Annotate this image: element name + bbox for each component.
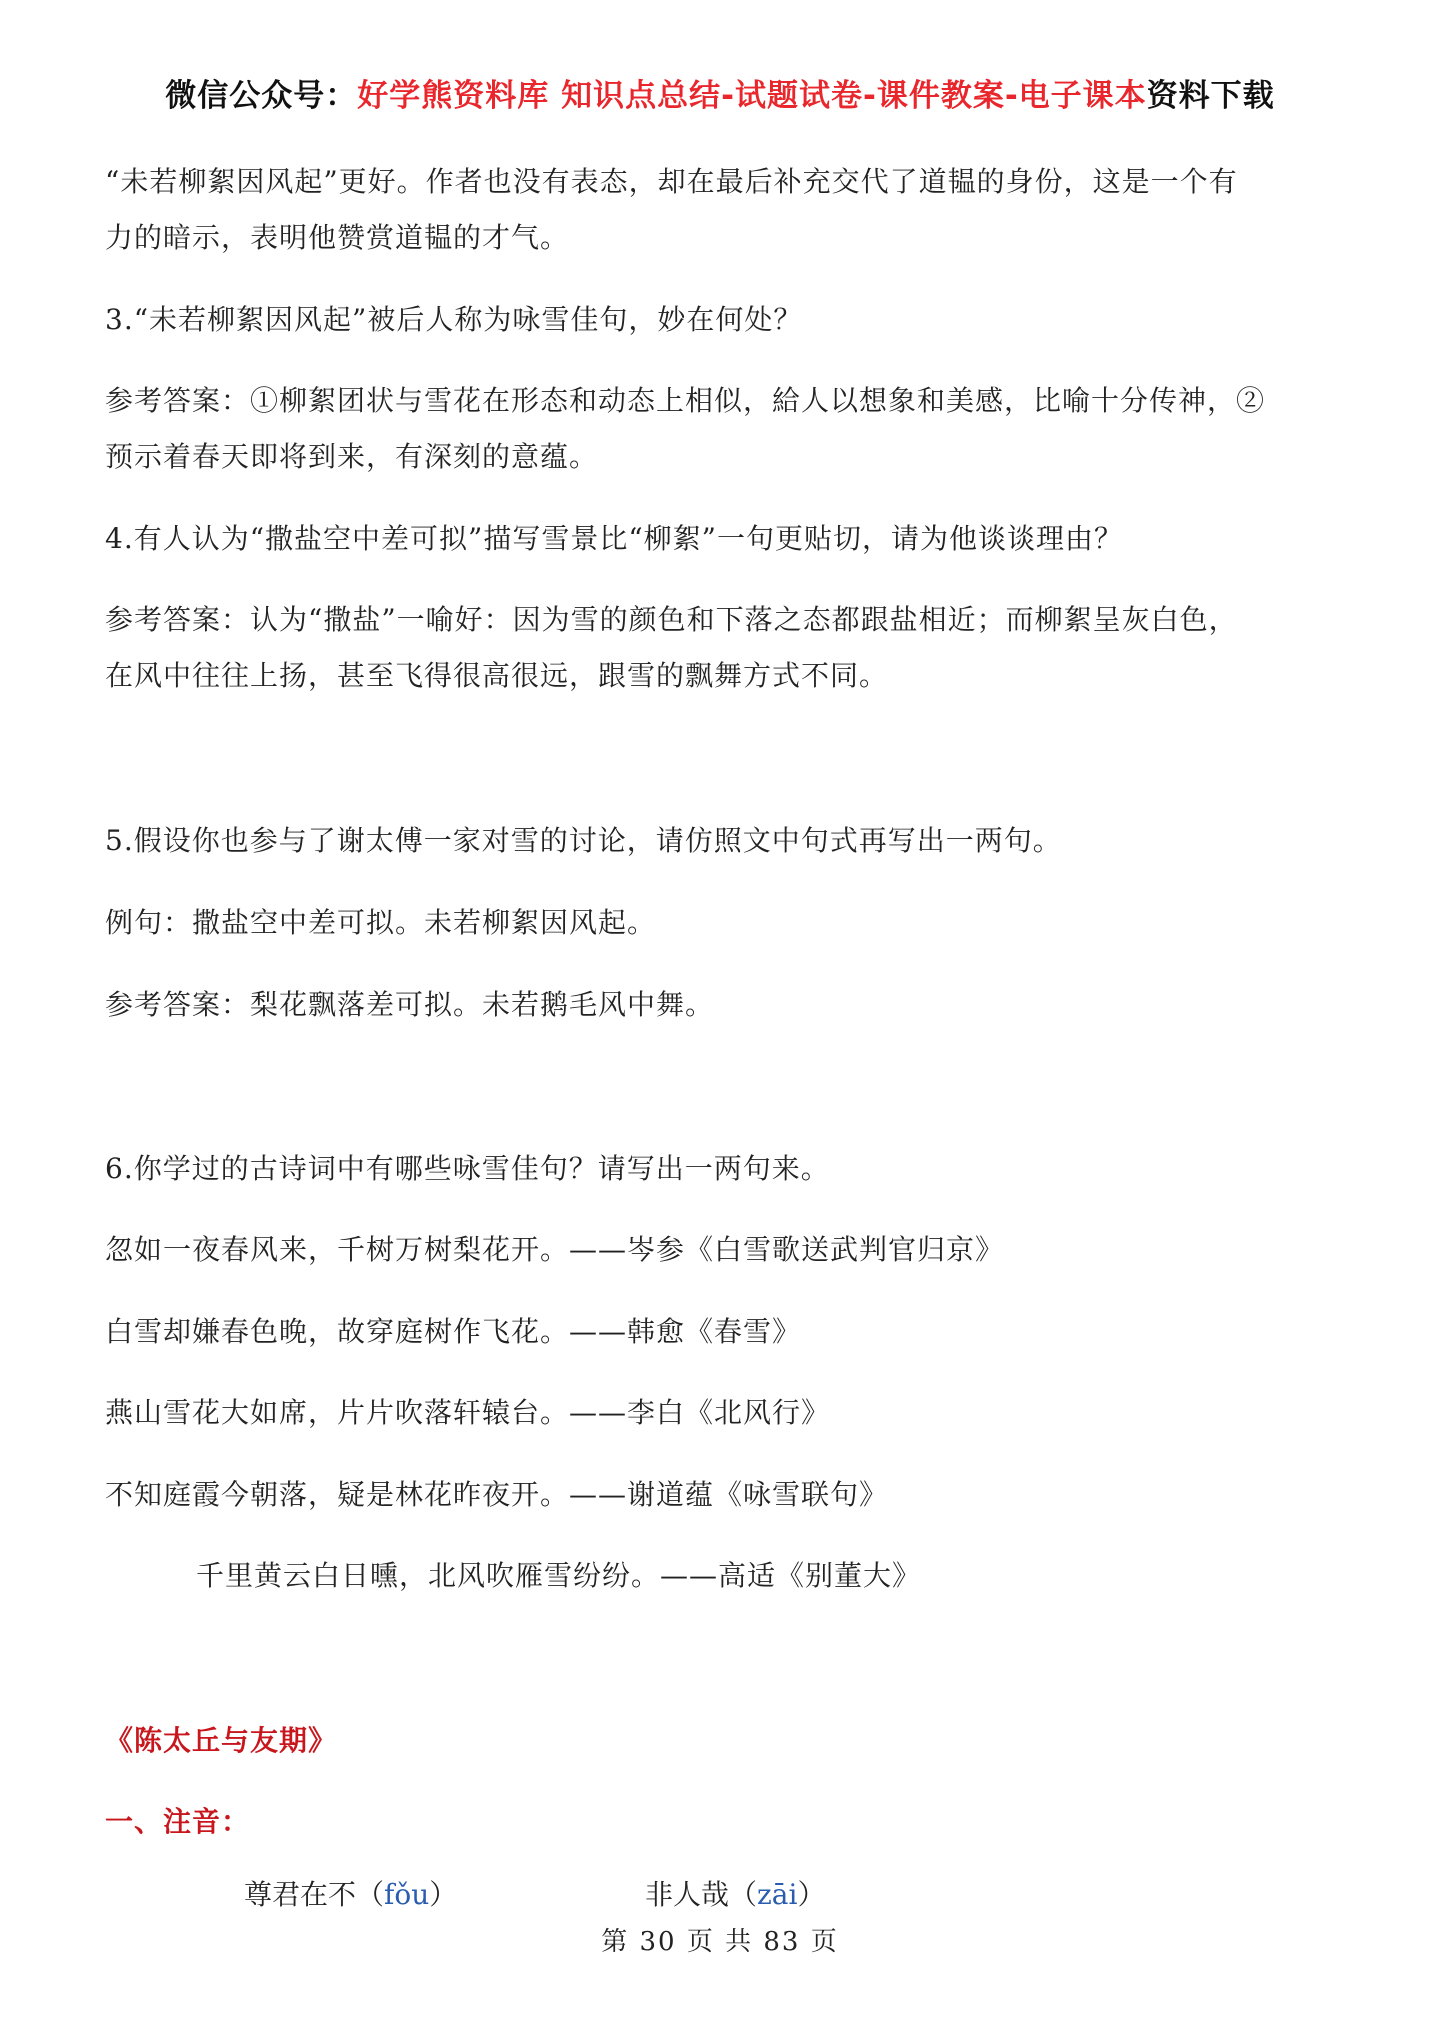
example-5: 例句：撒盐空中差可拟。未若柳絮因风起。 bbox=[105, 906, 657, 939]
question-6: 6.你学过的古诗词中有哪些咏雪佳句？请写出一两句来。 bbox=[105, 1152, 830, 1185]
question-4: 4.有人认为“撒盐空中差可拟”描写雪景比“柳絮”一句更贴切，请为他谈谈理由？ bbox=[105, 522, 1123, 555]
pronunciation-item-2 bbox=[645, 1875, 825, 1915]
pron-open-paren-2: （ bbox=[729, 1878, 758, 1911]
pron-close-paren-1: ） bbox=[429, 1878, 458, 1911]
answer-3-line-1: 参考答案：①柳絮团状与雪花在形态和动态上相似，給人以想象和美感，比喻十分传神，② bbox=[105, 384, 1266, 417]
question-3: 3.“未若柳絮因风起”被后人称为咏雪佳句，妙在何处？ bbox=[105, 303, 803, 336]
header-brand: 好学熊资料库 知识点总结-试题试卷-课件教案-电子课本 bbox=[357, 78, 1147, 114]
answer-4-line-1: 参考答案：认为“撒盐”一喻好：因为雪的颜色和下落之态都跟盐相近；而柳絮呈灰白色， bbox=[105, 603, 1238, 636]
answer-3-line-2: 预示着春天即将到来，有深刻的意蕴。 bbox=[105, 440, 599, 473]
paragraph-continuation-line-2: 力的暗示，表明他赞赏道韫的才气。 bbox=[105, 221, 570, 254]
pron-word-1: 尊君在不 bbox=[244, 1878, 357, 1911]
pron-open-paren-1: （ bbox=[356, 1878, 385, 1911]
poem-line-3: 燕山雪花大如席，片片吹落轩辕台。——李白《北风行》 bbox=[105, 1396, 831, 1429]
poem-line-1: 忽如一夜春风来，千树万树梨花开。——岑参《白雪歌送武判官归京》 bbox=[105, 1233, 1005, 1266]
subsection-title: 一、注音： bbox=[105, 1805, 251, 1838]
answer-5: 参考答案：梨花飘落差可拟。未若鹅毛风中舞。 bbox=[105, 988, 715, 1021]
answer-4-line-2: 在风中往往上扬，甚至飞得很高很远，跟雪的飘舞方式不同。 bbox=[105, 659, 889, 692]
pron-word-2: 非人哉 bbox=[645, 1878, 730, 1911]
question-5: 5.假设你也参与了谢太傅一家对雪的讨论，请仿照文中句式再写出一两句。 bbox=[105, 824, 1062, 857]
poem-line-5: 千里黄云白日曛，北风吹雁雪纷纷。——高适《别董大》 bbox=[196, 1559, 922, 1592]
pron-pinyin-2: zāi bbox=[757, 1878, 798, 1911]
pron-close-paren-2: ） bbox=[797, 1878, 826, 1911]
pronunciation-item-1 bbox=[244, 1875, 457, 1915]
header-prefix: 微信公众号： bbox=[165, 78, 358, 114]
page-number: 第 30 页 共 83 页 bbox=[601, 1927, 839, 1957]
poem-line-2: 白雪却嫌春色晚，故穿庭树作飞花。——韩愈《春雪》 bbox=[105, 1315, 802, 1348]
page-header bbox=[0, 70, 1440, 115]
header-suffix: 资料下载 bbox=[1146, 78, 1275, 114]
poem-line-4: 不知庭霞今朝落，疑是林花昨夜开。——谢道蕴《咏雪联句》 bbox=[105, 1478, 889, 1511]
paragraph-continuation-line-1: “未若柳絮因风起”更好。作者也没有表态，却在最后补充交代了道韫的身份，这是一个有 bbox=[105, 165, 1238, 198]
section-title: 《陈太丘与友期》 bbox=[105, 1724, 338, 1757]
pron-pinyin-1: fǒu bbox=[384, 1878, 430, 1911]
